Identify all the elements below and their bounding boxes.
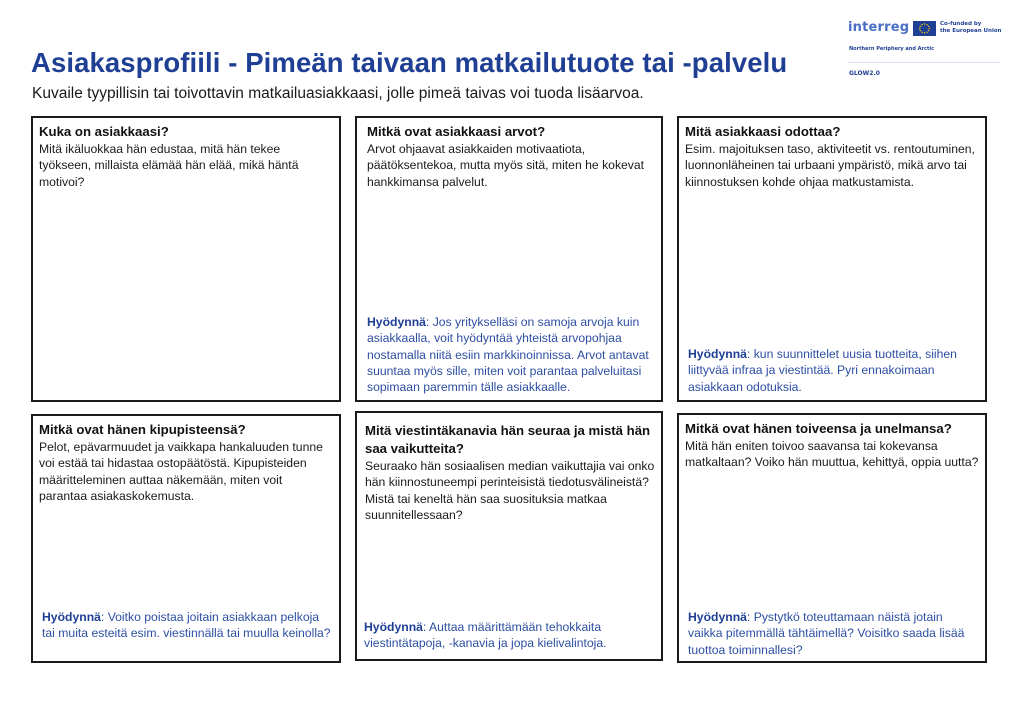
card-title: Kuka on asiakkaasi? xyxy=(39,124,169,139)
card-title: Mitkä ovat asiakkaasi arvot? xyxy=(367,124,546,139)
card-title: Mitä viestintäkanavia hän seuraa ja mistä hän saa vaikutteita? xyxy=(365,423,651,456)
card-body: Pelot, epävarmuudet ja vaikkapa hankaluuden tunne voi estää tai hidastaa ostopäätöstä. Kipupisteiden määritteleminen auttaa näkemään, miten voit parantaa asiakaskokemusta. xyxy=(39,440,323,503)
card-title: Mitä asiakkaasi odottaa? xyxy=(685,124,841,139)
hint-text: : Auttaa määrittämään tehokkaita viestintätapoja, -kanavia ja jopa kielivalintoja. xyxy=(364,620,607,651)
page-title: Asiakasprofiili - Pimeän taivaan matkailutuote tai -palvelu xyxy=(31,47,788,78)
hint-label: Hyödynnä xyxy=(688,347,747,361)
hint-label: Hyödynnä xyxy=(42,610,101,624)
card-hint xyxy=(364,619,653,652)
cofunded-text xyxy=(940,21,1002,35)
card-hint xyxy=(688,346,977,395)
project-name: GLOW2.0 xyxy=(849,70,880,77)
hint-label: Hyödynnä xyxy=(688,610,747,624)
cofunded-line-2: the European Union xyxy=(940,28,1002,34)
cofunded-line-1: Co-funded by xyxy=(940,21,982,27)
eu-flag-icon xyxy=(913,21,936,36)
programme-name: Northern Periphery and Arctic xyxy=(849,46,935,52)
hint-label: Hyödynnä xyxy=(364,620,423,634)
card-communication-channels xyxy=(355,411,663,661)
card-title: Mitkä ovat hänen toiveensa ja unelmansa? xyxy=(685,421,952,436)
card-body: Mitä ikäluokkaa hän edustaa, mitä hän tekee työkseen, millaista elämää hän elää, mikä häntä motivoi? xyxy=(39,142,299,189)
card-title: Mitkä ovat hänen kipupisteensä? xyxy=(39,422,246,437)
card-body: Esim. majoituksen taso, aktiviteetit vs. rentoutuminen, luonnonläheinen tai urbaani ympäristö, mikä arvo tai kiinnostuksen kohde ohjaa matkustamista. xyxy=(685,142,975,189)
card-wishes-dreams xyxy=(677,413,987,663)
card-who-is-customer xyxy=(31,116,341,402)
card-body: Seuraako hän sosiaalisen median vaikuttajia vai onko hän kiinnostuneempi perinteisistä tiedotusvälineistä? Mistä tai keneltä hän saa suosituksia matkaa suunnitellessaan? xyxy=(365,459,655,522)
hint-text: : Voitko poistaa joitain asiakkaan pelkoja tai muita esteitä esim. viestinnällä tai muulla keinolla? xyxy=(42,610,331,641)
hint-text: : Jos yritykselläsi on samoja arvoja kuin asiakkaalla, voit hyödyntää yhteistä arvopohjaa nostamalla niitä esiin markkinoinnissa. Arvot antavat suuntaa myös sille, miten voit parantaa palveluitasi sopimaan paremmin tälle asiakkaalle. xyxy=(367,315,649,395)
card-hint xyxy=(42,609,331,642)
hint-text: : Pystytkö toteuttamaan näistä jotain vaikka pitemmällä tähtäimellä? Voisitko saada lisää tuottoa toiminnallesi? xyxy=(688,610,965,657)
card-body: Mitä hän eniten toivoo saavansa tai kokevansa matkaltaan? Voiko hän muuttua, kehittyä, oppia uutta? xyxy=(685,439,979,470)
interreg-logo: interreg xyxy=(848,20,910,35)
card-customer-expectations xyxy=(677,116,987,402)
card-hint xyxy=(367,314,653,395)
page-subtitle: Kuvaile tyypillisin tai toivottavin matkailuasiakkaasi, jolle pimeä taivas voi tuoda lisäarvoa. xyxy=(32,85,644,102)
card-pain-points xyxy=(31,414,341,663)
hint-text: : kun suunnittelet uusia tuotteita, siihen liittyvää infraa ja viestintää. Pyri ennakoimaan asiakkaan odotuksia. xyxy=(688,347,957,394)
card-hint xyxy=(688,609,977,658)
hint-label: Hyödynnä xyxy=(367,315,426,329)
card-customer-values xyxy=(355,116,663,402)
interreg-logo-block xyxy=(848,18,1008,82)
card-body: Arvot ohjaavat asiakkaiden motivaatiota, päätöksentekoa, mutta myös sitä, miten he kokevat hankkimansa palvelut. xyxy=(367,142,645,189)
logo-divider xyxy=(848,62,1000,63)
